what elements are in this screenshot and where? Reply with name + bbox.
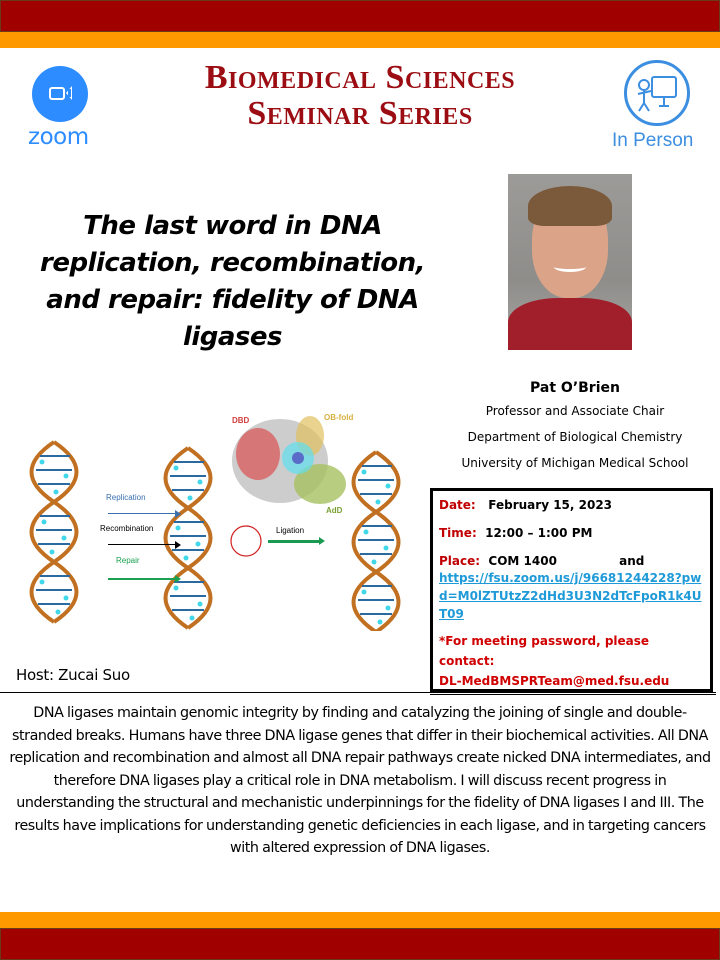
bottom-orange-band <box>0 912 720 928</box>
ob-fold-label: OB-fold <box>324 413 354 422</box>
event-place <box>439 553 704 623</box>
zoom-meeting-link[interactable]: https://fsu.zoom.us/j/96681244228?pwd=M0lZTUtzZ2dHd3U3N2dTcFpoR1k4UT09 <box>439 571 702 621</box>
place-value: COM 1400 <box>488 554 557 568</box>
dbd-label: DBD <box>232 416 250 425</box>
in-person-label: In Person <box>612 130 694 151</box>
top-red-band <box>0 0 720 32</box>
repair-label: Repair <box>116 556 140 565</box>
ligation-label: Ligation <box>276 526 305 535</box>
recombination-label: Recombination <box>100 524 154 533</box>
date-label: Date: <box>439 498 476 512</box>
series-title-line1: Biomedical Sciences <box>204 59 516 96</box>
bottom-red-band <box>0 928 720 960</box>
top-orange-band <box>0 32 720 48</box>
repair-arrow <box>108 578 178 580</box>
add-label: AdD <box>326 506 343 515</box>
box-underline <box>430 694 716 695</box>
place-and: and <box>619 554 645 568</box>
dna-helix-illustration <box>20 406 420 631</box>
speaker-photo <box>508 174 632 350</box>
recombination-arrow <box>108 544 178 545</box>
contact-email[interactable]: DL-MedBMSPRTeam@med.fsu.edu <box>439 674 670 688</box>
divider <box>0 692 716 693</box>
dna-ligation-figure <box>20 406 420 631</box>
zoom-logo <box>20 66 96 148</box>
host: Host: Zucai Suo <box>16 666 130 684</box>
event-date <box>439 497 704 513</box>
time-label: Time: <box>439 526 477 540</box>
series-title-line2: Seminar Series <box>247 95 473 132</box>
speaker-institution: University of Michigan Medical School <box>461 456 689 470</box>
speaker-name: Pat O’Brien <box>530 380 620 396</box>
event-time <box>439 525 704 541</box>
speaker-position: Professor and Associate Chair <box>485 404 665 418</box>
replication-arrow <box>108 513 178 514</box>
password-note: *For meeting password, please contact: <box>439 634 650 668</box>
speaker-info <box>440 374 710 476</box>
talk-title: The last word in DNA replication, recombination, and repair: fidelity of DNA ligases <box>40 211 425 352</box>
date-value: February 15, 2023 <box>488 498 613 512</box>
in-person-badge <box>608 58 712 154</box>
presenter-icon <box>624 60 690 126</box>
event-info-box <box>430 488 713 692</box>
abstract: DNA ligases maintain genomic integrity by finding and catalyzing the joining of single and double-stranded breaks. Humans have three DNA ligase genes that differ in their biochemical activities. All DNA replication and recombination and almost all DNA repair pathways create nicked DNA intermediates, and therefore DNA ligases play a critical role in DNA metabolism. I will discuss recent progress in understanding the structural and mechanistic underpinnings for the fidelity of DNA ligases I and III. The results have implications for understanding genetic deficiencies in each ligase, and in targeting cancers with altered expression of DNA ligases. <box>9 705 711 856</box>
place-label: Place: <box>439 554 481 568</box>
zoom-camera-icon <box>32 66 88 122</box>
time-value: 12:00 – 1:00 PM <box>485 526 593 540</box>
series-title <box>150 60 570 132</box>
speaker-department: Department of Biological Chemistry <box>467 430 683 444</box>
ligation-arrow <box>268 540 322 543</box>
zoom-logo-label: zoom <box>28 124 89 150</box>
replication-label: Replication <box>106 493 146 502</box>
